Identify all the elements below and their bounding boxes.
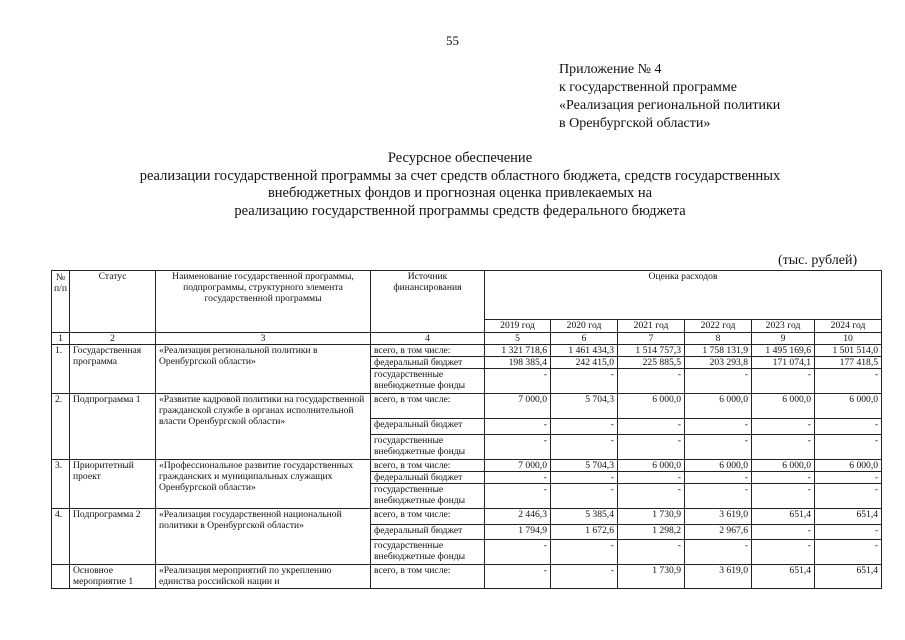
row-value: -	[752, 435, 815, 460]
header-estimate: Оценка расходов	[485, 271, 882, 320]
column-number: 8	[685, 333, 752, 345]
header-name: Наименование государственной программы, подпрограммы, структурного элемента государственной программы	[156, 271, 371, 333]
appendix-line: в Оренбургской области»	[559, 116, 711, 131]
row-source: государственные внебюджетные фонды	[371, 484, 485, 509]
row-value: -	[551, 540, 618, 565]
row-source: федеральный бюджет	[371, 419, 485, 435]
row-value: -	[685, 540, 752, 565]
row-source: всего, в том числе:	[371, 394, 485, 419]
row-value: 3 619,0	[685, 565, 752, 589]
row-value: 6 000,0	[752, 394, 815, 419]
column-number: 2	[70, 333, 156, 345]
row-value: 3 619,0	[685, 509, 752, 525]
row-value: 6 000,0	[618, 394, 685, 419]
row-value: 651,4	[752, 509, 815, 525]
row-value: -	[551, 472, 618, 484]
row-name: «Развитие кадровой политики на государственной гражданской службе в органах исполнительной власти Оренбургской области»	[156, 394, 371, 460]
appendix-block	[559, 61, 780, 133]
row-status: Подпрограмма 2	[70, 509, 156, 565]
column-number: 7	[618, 333, 685, 345]
row-source: государственные внебюджетные фонды	[371, 369, 485, 394]
row-number: 3.	[52, 460, 70, 509]
row-value: 6 000,0	[815, 394, 882, 419]
row-name: «Профессиональное развитие государственных гражданских и муниципальных служащих Оренбургской области»	[156, 460, 371, 509]
row-source: государственные внебюджетные фонды	[371, 435, 485, 460]
row-value: -	[551, 435, 618, 460]
row-value: -	[815, 525, 882, 540]
header-year: 2023 год	[752, 320, 815, 333]
row-value: -	[485, 369, 551, 394]
row-name: «Реализация государственной национальной политики в Оренбургской области»	[156, 509, 371, 565]
header-status: Статус	[70, 271, 156, 333]
row-value: -	[815, 369, 882, 394]
row-value: 1 298,2	[618, 525, 685, 540]
units-label: (тыс. рублей)	[778, 253, 858, 268]
row-value: -	[752, 540, 815, 565]
row-value: 1 461 434,3	[551, 345, 618, 357]
appendix-line: к государственной программе	[559, 80, 737, 95]
row-number: 1.	[52, 345, 70, 394]
column-number: 6	[551, 333, 618, 345]
row-value: 1 501 514,0	[815, 345, 882, 357]
row-value: 651,4	[815, 565, 882, 589]
row-value: -	[752, 484, 815, 509]
row-value: -	[752, 419, 815, 435]
row-value: -	[551, 419, 618, 435]
header-year: 2024 год	[815, 320, 882, 333]
row-value: 198 385,4	[485, 357, 551, 369]
row-value: -	[485, 472, 551, 484]
header-source: Источник финансирования	[371, 271, 485, 333]
row-value: -	[685, 484, 752, 509]
row-source: всего, в том числе:	[371, 509, 485, 525]
column-number: 5	[485, 333, 551, 345]
row-value: -	[485, 484, 551, 509]
row-source: государственные внебюджетные фонды	[371, 540, 485, 565]
column-number: 3	[156, 333, 371, 345]
row-value: 171 074,1	[752, 357, 815, 369]
table-row	[52, 345, 882, 357]
row-value: -	[815, 419, 882, 435]
row-value: 1 321 718,6	[485, 345, 551, 357]
row-value: -	[618, 472, 685, 484]
row-value: 2 967,6	[685, 525, 752, 540]
row-value: 6 000,0	[815, 460, 882, 472]
title-line: Ресурсное обеспечение	[387, 150, 533, 166]
row-value: 177 418,5	[815, 357, 882, 369]
column-number: 9	[752, 333, 815, 345]
row-value: -	[551, 369, 618, 394]
header-year: 2022 год	[685, 320, 752, 333]
row-source: всего, в том числе:	[371, 345, 485, 357]
row-value: 6 000,0	[685, 460, 752, 472]
row-source: федеральный бюджет	[371, 525, 485, 540]
row-value: 6 000,0	[685, 394, 752, 419]
title-line: реализацию государственной программы средств федерального бюджета	[234, 202, 686, 219]
table-row	[52, 509, 882, 525]
row-value: 1 495 169,6	[752, 345, 815, 357]
row-value: 225 885,5	[618, 357, 685, 369]
row-value: -	[485, 565, 551, 589]
row-value: 5 385,4	[551, 509, 618, 525]
document-title	[40, 150, 880, 220]
row-value: -	[485, 419, 551, 435]
row-value: -	[618, 484, 685, 509]
row-value: -	[618, 419, 685, 435]
table-row	[52, 460, 882, 472]
row-value: -	[815, 540, 882, 565]
row-value: -	[618, 369, 685, 394]
row-number	[52, 565, 70, 589]
header-year: 2020 год	[551, 320, 618, 333]
row-number: 4.	[52, 509, 70, 565]
row-value: -	[685, 419, 752, 435]
row-value: 6 000,0	[752, 460, 815, 472]
row-value: 5 704,3	[551, 460, 618, 472]
row-value: 7 000,0	[485, 394, 551, 419]
row-source: всего, в том числе:	[371, 460, 485, 472]
row-value: -	[685, 435, 752, 460]
row-value: -	[618, 540, 685, 565]
row-value: 2 446,3	[485, 509, 551, 525]
row-value: 1 730,9	[618, 509, 685, 525]
row-value: 1 672,6	[551, 525, 618, 540]
table-row	[52, 565, 882, 589]
row-status: Подпрограмма 1	[70, 394, 156, 460]
row-value: 203 293,8	[685, 357, 752, 369]
row-value: -	[485, 540, 551, 565]
row-status: Государственная программа	[70, 345, 156, 394]
row-value: -	[485, 435, 551, 460]
title-line: внебюджетных фондов и прогнозная оценка привлекаемых на	[267, 185, 653, 201]
row-source: федеральный бюджет	[371, 472, 485, 484]
row-value: 1 758 131,9	[685, 345, 752, 357]
appendix-line: «Реализация региональной политики	[559, 98, 781, 113]
table-row	[52, 394, 882, 419]
row-value: -	[618, 435, 685, 460]
row-value: -	[752, 369, 815, 394]
row-source: всего, в том числе:	[371, 565, 485, 589]
row-value: 651,4	[752, 565, 815, 589]
row-name: «Реализация региональной политики в Оренбургской области»	[156, 345, 371, 394]
row-value: -	[815, 484, 882, 509]
row-source: федеральный бюджет	[371, 357, 485, 369]
row-value: -	[815, 472, 882, 484]
row-value: -	[752, 525, 815, 540]
header-no: № п/п	[52, 271, 70, 333]
column-number: 4	[371, 333, 485, 345]
row-value: 1 794,9	[485, 525, 551, 540]
row-value: 6 000,0	[618, 460, 685, 472]
row-value: 1 514 757,3	[618, 345, 685, 357]
row-value: 5 704,3	[551, 394, 618, 419]
row-status: Приоритетный проект	[70, 460, 156, 509]
budget-table	[51, 270, 882, 589]
row-value: 7 000,0	[485, 460, 551, 472]
column-number: 10	[815, 333, 882, 345]
page-number: 55	[446, 33, 459, 48]
row-value: 651,4	[815, 509, 882, 525]
row-value: -	[685, 369, 752, 394]
header-year: 2019 год	[485, 320, 551, 333]
row-value: -	[685, 472, 752, 484]
row-value: 1 730,9	[618, 565, 685, 589]
row-value: -	[551, 565, 618, 589]
row-value: -	[752, 472, 815, 484]
table-body	[52, 345, 882, 589]
row-value: -	[815, 435, 882, 460]
row-status: Основное мероприятие 1	[70, 565, 156, 589]
row-name: «Реализация мероприятий по укреплению единства российской нации и	[156, 565, 371, 589]
row-value: -	[551, 484, 618, 509]
row-number: 2.	[52, 394, 70, 460]
header-year: 2021 год	[618, 320, 685, 333]
column-number: 1	[52, 333, 70, 345]
title-line: реализации государственной программы за счет средств областного бюджета, средств государственных	[139, 167, 781, 184]
row-value: 242 415,0	[551, 357, 618, 369]
appendix-line: Приложение № 4	[559, 62, 662, 77]
